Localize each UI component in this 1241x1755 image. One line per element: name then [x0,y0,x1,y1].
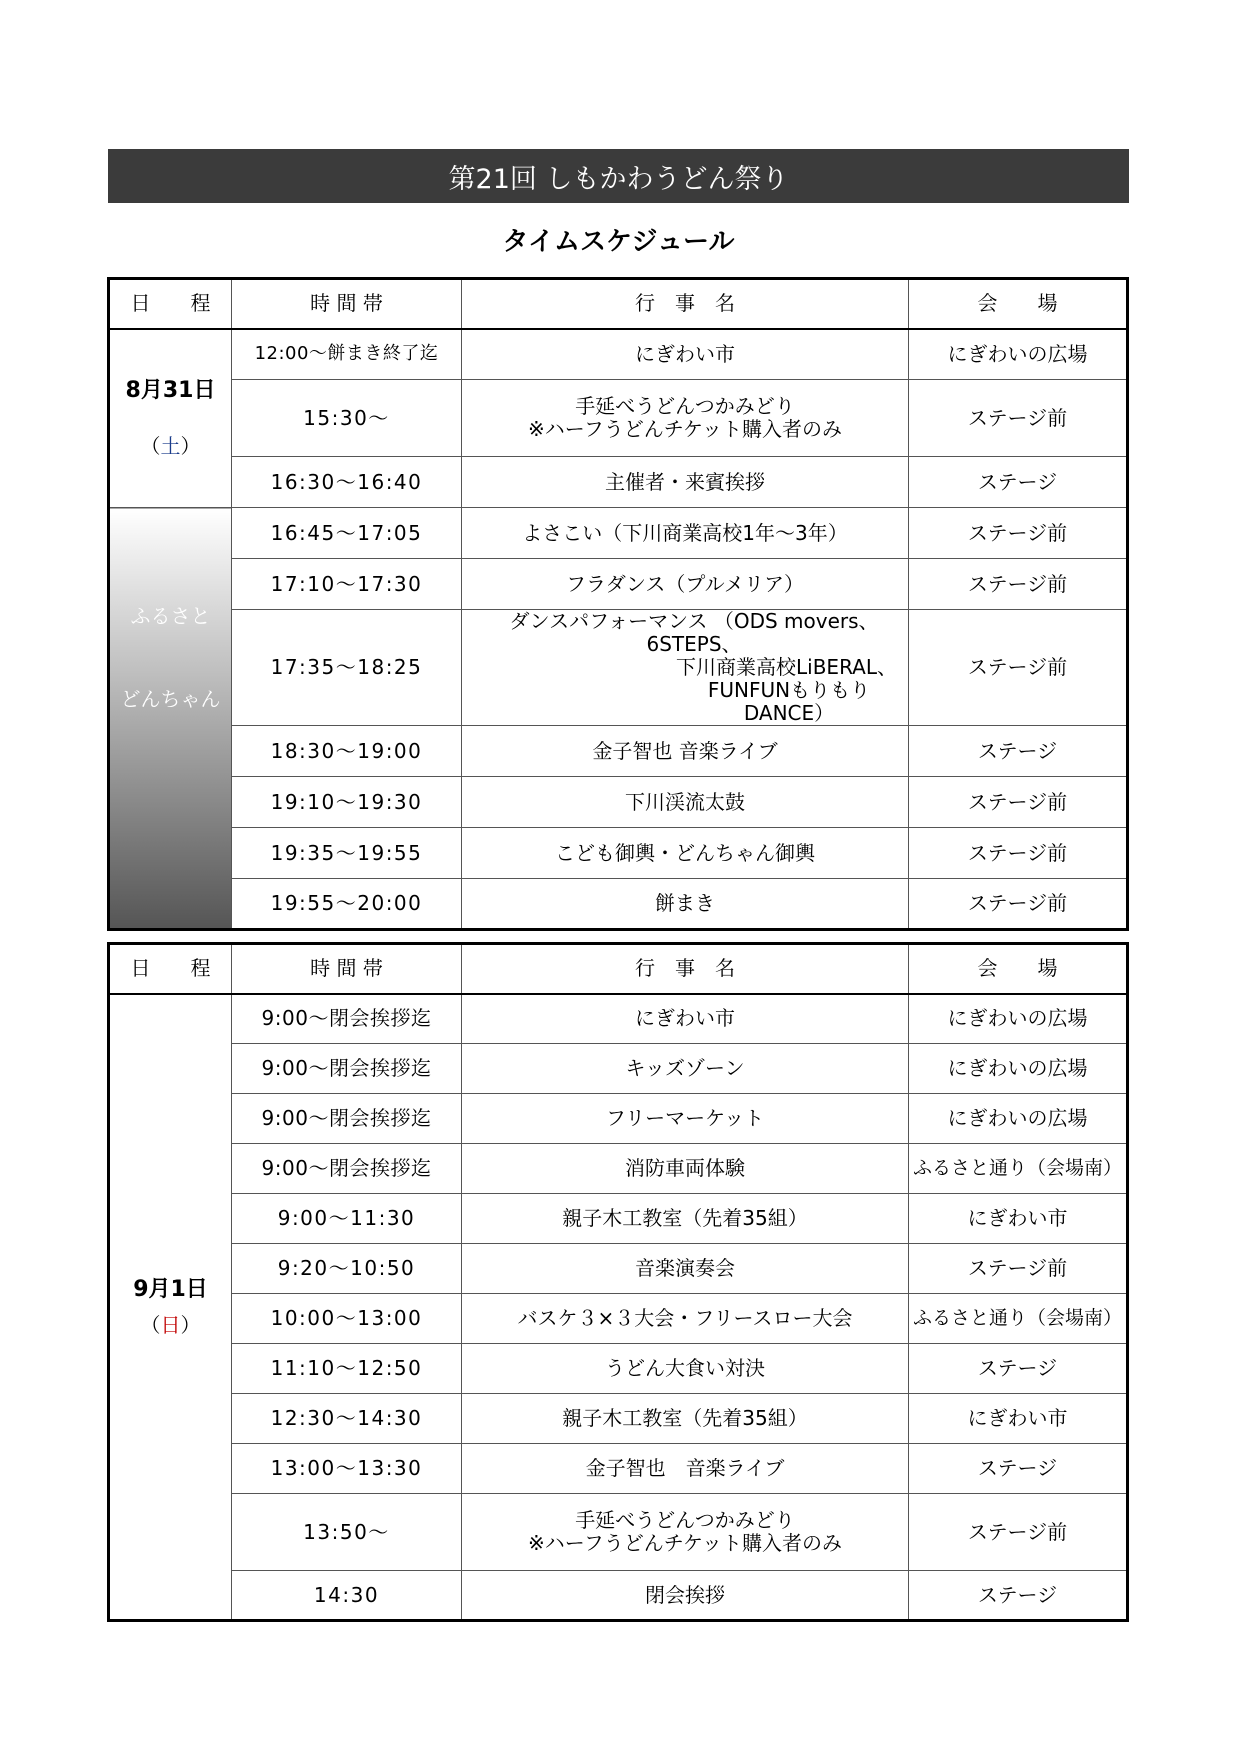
event-cell: 消防車両体験 [462,1144,909,1194]
venue-cell: ステージ前 [909,777,1128,828]
venue-cell: にぎわいの広場 [909,994,1128,1044]
event-cell: 金子智也 音楽ライブ [462,1444,909,1494]
venue-cell: にぎわい市 [909,1394,1128,1444]
event-cell: フラダンス（プルメリア） [462,559,909,610]
event-cell: 親子木工教室（先着35組） [462,1394,909,1444]
date-label: 8月31日 [125,378,216,404]
event-cell: 金子智也 音楽ライブ [462,726,909,777]
venue-cell: ふるさと通り（会場南） [909,1144,1128,1194]
event-cell: キッズゾーン [462,1044,909,1094]
date-cell-day2 [109,994,232,1621]
time-cell: 13:00～13:30 [232,1444,462,1494]
table-row [109,1244,1128,1294]
time-cell: 9:00～11:30 [232,1194,462,1244]
event-cell: にぎわい市 [462,329,909,380]
header-date: 日 程 [109,944,232,994]
table-row [109,879,1128,930]
time-cell: 19:10～19:30 [232,777,462,828]
event-cell: フリーマーケット [462,1094,909,1144]
table-row [109,1571,1128,1621]
venue-cell: ステージ [909,726,1128,777]
table-row [109,1444,1128,1494]
time-cell: 10:00～13:00 [232,1294,462,1344]
venue-cell: ステージ前 [909,828,1128,879]
day-of-week: （土） [140,434,201,459]
event-cell: 閉会挨拶 [462,1571,909,1621]
event-cell: 主催者・来賓挨拶 [462,457,909,508]
venue-cell: ふるさと通り（会場南） [909,1294,1128,1344]
furusato-donchan-label: ふるさと どんちゃん [109,508,232,930]
saturday-label: 土 [160,434,181,459]
table-row [109,1144,1128,1194]
date-cell-day1 [109,329,232,508]
page-title-banner [108,149,1129,203]
time-cell: 19:55～20:00 [232,879,462,930]
table-row [109,828,1128,879]
header-time: 時 間 帯 [232,944,462,994]
table-row [109,508,1128,559]
event-cell: こども御輿・どんちゃん御輿 [462,828,909,879]
venue-cell: ステージ [909,1344,1128,1394]
time-cell: 9:20～10:50 [232,1244,462,1294]
venue-cell: ステージ前 [909,1494,1128,1571]
event-cell: 親子木工教室（先着35組） [462,1194,909,1244]
event-cell: 手延べうどんつかみどり ※ハーフうどんチケット購入者のみ [462,380,909,457]
venue-cell: にぎわいの広場 [909,329,1128,380]
time-cell: 16:30～16:40 [232,457,462,508]
venue-cell: にぎわいの広場 [909,1094,1128,1144]
table-row [109,1344,1128,1394]
time-cell: 18:30～19:00 [232,726,462,777]
sunday-label: 日 [160,1312,181,1337]
table-row [109,1494,1128,1571]
day-of-week: （日） [140,1312,201,1337]
time-cell: 9:00～閉会挨拶迄 [232,994,462,1044]
table-row [109,380,1128,457]
venue-cell: ステージ前 [909,559,1128,610]
event-cell: 下川渓流太鼓 [462,777,909,828]
venue-cell: ステージ前 [909,508,1128,559]
event-cell: うどん大食い対決 [462,1344,909,1394]
venue-cell: にぎわいの広場 [909,1044,1128,1094]
venue-cell: ステージ前 [909,1244,1128,1294]
time-cell: 12:00～餅まき終了迄 [232,329,462,380]
time-cell: 15:30～ [232,380,462,457]
time-cell: 9:00～閉会挨拶迄 [232,1144,462,1194]
event-cell: にぎわい市 [462,994,909,1044]
header-time: 時 間 帯 [232,279,462,329]
header-date: 日 程 [109,279,232,329]
table-row [109,457,1128,508]
header-venue: 会 場 [909,944,1128,994]
venue-cell: ステージ前 [909,610,1128,726]
schedule-table-day2 [107,942,1129,1622]
table-header-row [109,279,1128,329]
schedule-subtitle: タイムスケジュール [502,227,735,257]
table-row [109,777,1128,828]
header-event: 行 事 名 [462,279,909,329]
header-event: 行 事 名 [462,944,909,994]
table-row [109,994,1128,1044]
event-cell: 餅まき [462,879,909,930]
table-row [109,1194,1128,1244]
time-cell: 11:10～12:50 [232,1344,462,1394]
venue-cell: にぎわい市 [909,1194,1128,1244]
event-cell: よさこい（下川商業高校1年～3年） [462,508,909,559]
time-cell: 13:50～ [232,1494,462,1571]
table-row [109,1044,1128,1094]
table-row [109,726,1128,777]
table-header-row [109,944,1128,994]
venue-cell: ステージ [909,1571,1128,1621]
event-cell: 手延べうどんつかみどり ※ハーフうどんチケット購入者のみ [462,1494,909,1571]
table-row [109,1394,1128,1444]
venue-cell: ステージ前 [909,879,1128,930]
date-label: 9月1日 [133,1276,208,1302]
time-cell: 17:10～17:30 [232,559,462,610]
table-row [109,559,1128,610]
page-title: 第21回 しもかわうどん祭り [448,163,789,195]
time-cell: 9:00～閉会挨拶迄 [232,1044,462,1094]
event-cell: ダンスパフォーマンス （ODS movers、6STEPS、 下川商業高校LiBERAL、 FUNFUNもりもりDANCE） [462,610,909,726]
time-cell: 14:30 [232,1571,462,1621]
time-cell: 16:45～17:05 [232,508,462,559]
time-cell: 19:35～19:55 [232,828,462,879]
header-venue: 会 場 [909,279,1128,329]
venue-cell: ステージ [909,1444,1128,1494]
table-row [109,1094,1128,1144]
table-row [109,610,1128,726]
event-cell: 音楽演奏会 [462,1244,909,1294]
venue-cell: ステージ前 [909,380,1128,457]
time-cell: 12:30～14:30 [232,1394,462,1444]
venue-cell: ステージ [909,457,1128,508]
event-cell: バスケ３×３大会・フリースロー大会 [462,1294,909,1344]
schedule-table-day1 [107,277,1129,931]
table-row [109,1294,1128,1344]
time-cell: 9:00～閉会挨拶迄 [232,1094,462,1144]
table-row [109,329,1128,380]
time-cell: 17:35～18:25 [232,610,462,726]
